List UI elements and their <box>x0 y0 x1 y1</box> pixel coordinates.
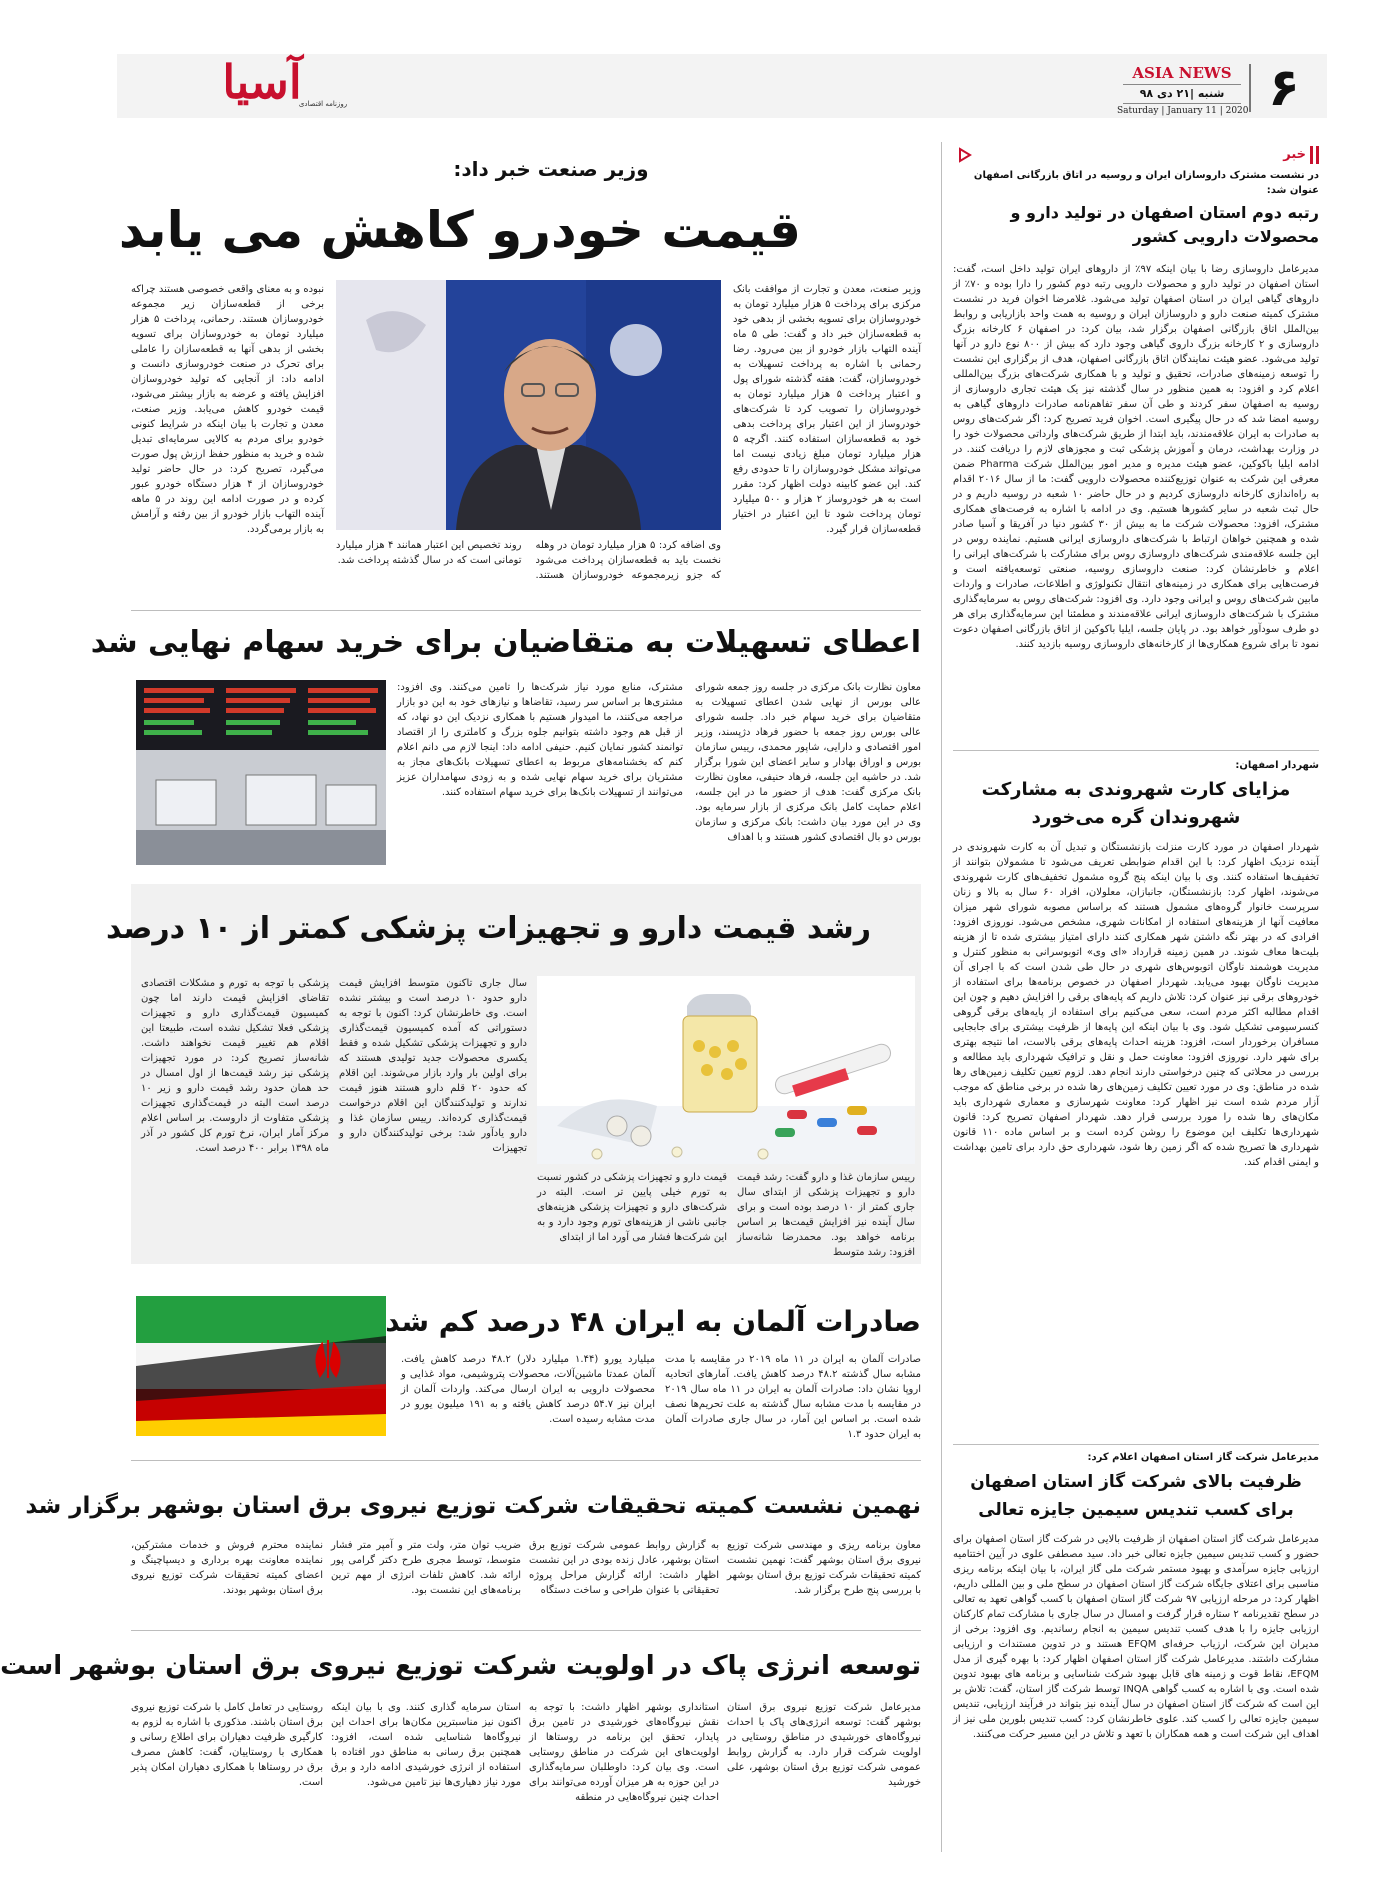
section-marker <box>1316 146 1319 164</box>
date-latin: Saturday | January 11 | 2020 <box>1117 106 1249 116</box>
stock-exchange-photo <box>136 680 386 865</box>
story-body: مدیرعامل داروسازی رضا با بیان اینکه ۹۷٪ از داروهای ایران تولید داخل است، گفت: استان اصفهان در تولید دارو و محصولات دارویی رتبه دوم کشور را دارا بوده و ۷۰٪ از داروهای گیاهی ایران در استان اصفهان تولید می‌شود. غلامرضا اخوان فرید در نشست مشترک کمیته صنعت دارو و داروسازان ایران و روسیه به همت واحد بازاریابی و روابط بین‌الملل اتاق بازرگانی اصفهان برگزار شد، بیان کرد: در اصفهان ۶ کارخانه بزرگ داروسازی و ۲ کارخانه بزرگ داروی گیاهی وجود دارد که بیش از ۸۰۰ نوع دارو در آنها تولید می‌شود. عضو هیئت نمایندگان اتاق بازرگانی اصفهان، هدف از برگزاری این نشست را توسعه زمینه‌های صادرات، تحقیق و تولید و با همکاری شرکت‌های بزرگ بین‌المللی اعلام کرد و افزود: به همین منظور در سال گذشته نیز یک هیئت تجاری داروسازی از روسیه به اصفهان سفر کردند و طی آن سفر تفاهم‌نامه صادرات داروهای گیاهی به روسیه امضا شد که در حال پیگیری است. اخوان فرید تصریح کرد: اگر شرکت‌های روس به صادرات به ایران علاقه‌مندند، باید ابتدا از طریق شرکت‌های وارداتی محصولات خود را در وزارت بهداشت، درمان و آموزش پزشکی ثبت و مجوزهای لازم را دریافت کنند. در ادامه ایلیا باکوکین، عضو هیئت مدیره و مدیر امور بین‌الملل شرکت Pharma ضمن معرفی این شرکت به عنوان توزیع‌کننده محصولات دارویی گفت: ما از سال ۲۰۱۶ اقدام به راه‌اندازی کارخانه داروسازی کردیم و در حال حاضر ۱۰ شعبه در روسیه داریم و در حال ثبت شعبه در سایر کشورها هستیم. وی در ادامه با اشاره به فرصت‌های همکاری مشترک، افزود: محصولات شرکت ما به بیش از ۳۰ کشور دنیا در آفریقا و آسیا صادر شده و همچنین خواهان ارتباط با شرکت‌های داروسازی ایرانی هستیم. نماینده روس در این جلسه علاقه‌مندی شرکت‌های داروسازی روس برای مشارکت با شرکت‌های ایرانی را اعلام و خاطرنشان کرد: صنعت داروسازی روسیه، صنعتی توسعه‌یافته است و فرصت‌هایی برای همکاری در زمینه‌های انتقال تکنولوژی و اطلاعات، صادرات و واردات مابین شرکت‌های روس و ایرانی وجود دارد. وی افزود: شرکت‌های روس به سرمایه‌گذاری مشترک با شرکت‌های داروسازی ایرانی علاقه‌مندند و مطمئنا این سرمایه‌گذاری برای هر دو طرف سودآور خواهد بود. در پایان جلسه، ایلیا باکوکین از اتاق بازرگانی اصفهان دعوت نمود تا برای شروع همکاری‌ها از کارخانه‌های داروسازی روسیه بازدید کنند. <box>953 264 1319 650</box>
story-title: ظرفیت بالای شرکت گاز استان اصفهان برای کسب تندیس سیمین جایزه تعالی <box>970 1472 1302 1520</box>
medicine-column: سال جاری تاکنون متوسط افزایش قیمت دارو حدود ۱۰ درصد است و بیشتر نشده است. وی خاطرنشان کرد: اکنون با توجه به دستوراتی که آمده کمیسیون قیمت‌گذاری دارو و تجهیزات پزشکی تشکیل شده و فقط یکسری محصولات جدید تولیدی هستند که برای اولین بار وارد بازار می‌شوند. این اقلام که حدود ۲۰ قلم دارو هستند هنوز قیمت ندارند و تولیدکنندگان این اقلام درخواست قیمت‌گذاری کرده‌اند. رییس سازمان غذا و دارو یادآور شد: برخی تولیدکنندگان دارو و تجهیزات <box>339 978 528 1154</box>
medicine-headline: رشد قیمت دارو و تجهیزات پزشکی کمتر از ۱۰ درصد <box>106 911 871 946</box>
logo-subtitle: روزنامه اقتصادی <box>298 100 348 108</box>
germany-headline: صادرات آلمان به ایران ۴۸ درصد کم شد <box>385 1305 921 1338</box>
stock-column: مشترک، منابع مورد نیاز شرکت‌ها را تامین می‌کنند. وی افزود: مشتری‌ها بر اساس سر رسید، تقاضاها و نیازهای خود به این دو بازار مراجعه می‌کنند، ما امیدوار هستیم با همکاری نزدیک این دو نهاد، که از قبل هم وجود داشته بتوانیم جلوه بزرگ و کاملتری را از اقتصاد توانمند کشور نمایان کنیم. حنیفی ادامه داد: اینجا لازم می دانم اعلام کنم که بخشنامه‌های مربوط به اعطای تسهیلات بانک‌های مجاز به مشتریان برای خرید سهام نهایی شده و به زودی سهامداران عزیز می‌توانند از تسهیلات بانک‌ها برای خرید سهام استفاده کنند. <box>397 682 683 798</box>
column-rule <box>941 142 942 1852</box>
medicine-column: رییس سازمان غذا و دارو گفت: رشد قیمت دارو و تجهیزات پزشکی از ابتدای سال جاری کمتر از ۱۰ درصد بوده است و برای سال آینده نیز افزایش قیمت‌ها بر اساس برنامه خواهد بود. محمدرضا شانه‌ساز افزود: رشد متوسط <box>737 1172 915 1258</box>
story-kicker: شهردار اصفهان: <box>1235 760 1319 771</box>
story-kicker: مدیرعامل شرکت گاز استان اصفهان اعلام کرد: <box>1087 1452 1319 1463</box>
medicine-column: قیمت دارو و تجهیزات پزشکی در کشور نسبت به تورم خیلی پایین تر است. البته در شرکت‌های دارو و تجهیزات پزشکی هزینه‌های جانبی ناشی از هزینه‌های تورم وجود دارد و به این شرکت‌ها فشار می آورد اما از ابتدای <box>537 1172 727 1243</box>
lead-column: وی اضافه کرد: ۵ هزار میلیارد تومان در وهله نخست باید به قطعه‌سازان پرداخت می‌شود که جزو زیرمجموعه خودروسازان هستند. روند تخصیص این اعتبار همانند ۴ هزار میلیارد تومانی است که در سال گذشته پرداخت شد. <box>336 540 721 581</box>
brand-latin: ASIA NEWS <box>1132 64 1232 82</box>
story-title: رتبه دوم استان اصفهان در تولید دارو و محصولات دارویی کشور <box>1010 203 1319 246</box>
story-body: مدیرعامل شرکت گاز استان اصفهان از ظرفیت بالایی در شرکت گاز استان اصفهان برای حضور و کسب تندیس سیمین جایزه تعالی خبر داد. سید مصطفی علوی در آیین اختتامیه ارزیابی جایزه سرآمدی و بهبود مستمر شرکت ملی گاز ایران، با بیان اینکه برنامه ریزی مناسبی برای اعتلای جایگاه شرکت گاز استان اصفهان در سطح ملی و بین المللی داریم، اظهار کرد: در مرحله ارزیابی ۹۷ شرکت گاز استان اصفهان با کسب گواهی تعهد به تعالی در سطح تقدیرنامه ۲ ستاره قرار گرفت و امسال در سال جاری با مشارکت تمام کارکنان ارزیابی جایزه را با هدف کسب تندیس سیمین به انجام رساندیم. وی افزود: برخی از مدیران این شرکت، ارزیاب حرفه‌ای EFQM هستند و در تدوین مستندات و ارزیابی مشارکت داشتند. مدیرعامل شرکت گاز استان اصفهان اظهار کرد: با بهره گیری از مدل EFQM، نقاط قوت و زمینه های قابل بهبود شرکت شناسایی و برنامه های بهبود تدوین شده است. وی با اشاره به کسب گواهی INQA توسط شرکت گاز استان، گفت: تلاش بر این است که شرکت گاز استان اصفهان در سال آینده نیز بتواند در فرآیند ارزیابی، تندیس سیمین جایزه تعالی را کسب کند. علوی خاطرنشان کرد: کسب تندیس بلورین ملی نیز از اهداف این شرکت است و همه همکاران با تعهد و تلاش در این مسیر حرکت می‌کنند. <box>953 1534 1320 1740</box>
lead-kicker: وزیر صنعت خبر داد: <box>453 157 649 181</box>
lead-headline: قیمت خودرو کاهش می یابد <box>118 201 801 259</box>
bushehr-column: ضریب توان متر، ولت متر و آمپر متر فشار متوسط، توسط مجری طرح دکتر گرامی پور ارائه شد. کاهش تلفات انرژی از مهم ترین برنامه‌های این نشست بود. <box>331 1540 521 1596</box>
bushehr-headline: نهمین نشست کمیته تحقیقات شرکت توزیع نیروی برق استان بوشهر برگزار شد <box>25 1493 921 1519</box>
story-title: مزایای کارت شهروندی به مشارکت شهروندان گره می‌خورد <box>981 779 1291 828</box>
flags-image <box>136 1296 386 1436</box>
bushehr-column: استان سرمایه گذاری کنند. وی با بیان اینکه اکنون نیز مناسبترین مکان‌ها برای احداث این نیروگاه‌ها شناسایی شده است، افزود: همچنین برق رسانی به مناطق دور افتاده با استفاده از انرژی خورشیدی ادامه دارد و برق مورد نیاز دهیاری‌ها نیز تامین می‌شود. <box>331 1702 521 1788</box>
story-kicker: در نشست مشترک داروسازان ایران و روسیه در اتاق بازرگانی اصفهان عنوان شد: <box>973 170 1319 196</box>
play-icon <box>957 147 973 163</box>
masthead-divider <box>1249 64 1251 112</box>
story-divider <box>953 750 1319 751</box>
lead-column: وزیر صنعت، معدن و تجارت از موافقت بانک مرکزی برای پرداخت ۵ هزار میلیارد تومان به خودروسازان برای تسویه بخشی از بدهی خود به قطعه‌سازان خبر داد و گفت: طی ۵ ماه آینده التهاب بازار خودرو از بین می‌رود. رضا رحمانی با اشاره به پرداخت تسهیلات به خودروسازان، گفت: هفته گذشته شورای پول و اعتبار پرداخت ۵ هزار میلیارد تومان به خودروسازان را تصویب کرد تا شرکت‌های خودروساز از این اعتبار برای پرداخت بدهی خود به قطعه‌سازان استفاده کنند. اگرچه ۵ هزار میلیارد تومان مبلغ زیادی نیست اما می‌تواند مشکل خودروسازان را تا حدودی رفع کند. این عضو کابینه دولت اظهار کرد: مقرر است به هر خودروساز ۲ هزار و ۵۰۰ میلیارد تومان پرداخت شود تا این اعتبار در اختیار قطعه‌سازان قرار گیرد. <box>733 284 921 535</box>
section-divider <box>131 1460 921 1461</box>
bushehr-column: معاون برنامه ریزی و مهندسی شرکت توزیع نیروی برق استان بوشهر گفت: نهمین نشست کمیته تحقیقات شرکت توزیع برق استان بوشهر با بررسی پنج طرح برگزار شد. <box>727 1540 921 1596</box>
section-marker <box>1310 146 1313 164</box>
date-persian: شنبه |۲۱ دی ۹۸ <box>1139 87 1225 100</box>
section-divider <box>131 1630 921 1631</box>
stock-column: معاون نظارت بانک مرکزی در جلسه روز جمعه شورای عالی بورس از نهایی شدن اعطای تسهیلات به متقاضیان برای خرید سهام خبر داد. جلسه شورای عالی بورس روز جمعه با حضور فرهاد دژپسند، وزیر امور اقتصادی و دارایی، شاپور محمدی، رییس سازمان بورس و اوراق بهادار و سایر اعضای این شورا برگزار شد. در حاشیه این جلسه، فرهاد حنیفی، معاون نظارت بانک مرکزی گفت: هدف از حضور ما در این جلسه، اعلام حمایت کامل بانک مرکزی از بازار سرمایه بود. وی در این مورد بیان داشت: بانک مرکزی و سازمان بورس دو بال اقتصادی کشور هستند و با اهداف <box>695 682 921 843</box>
bushehr-column: نماینده محترم فروش و خدمات مشترکین، نماینده معاونت بهره برداری و دیسپاچینگ و اعضای کمیته تحقیقات شرکت توزیع نیروی برق استان بوشهر بودند. <box>131 1540 323 1596</box>
pills-photo <box>537 976 915 1164</box>
bushehr-column: استانداری بوشهر اظهار داشت: با توجه به نقش نیروگاه‌های خورشیدی در تامین برق پایدار، تحقق این برنامه در روستاها از اولویت‌های این شرکت در مناطق روستایی است. وی بیان کرد: داوطلبان سرمایه‌گذاری در این حوزه به هر میزان آورده می‌توانند برای احداث چنین نیروگاه‌هایی در منطقه <box>529 1702 719 1803</box>
minister-photo <box>336 280 721 530</box>
medicine-column: پزشکی با توجه به تورم و مشکلات اقتصادی تقاضای افزایش قیمت دارند اما چون کمیسیون قیمت‌گذاری دارو و تجهیزات پزشکی فعلا تشکیل نشده است، طبیعتا این اقلام هم تغییر قیمت نخواهند داشت. شانه‌ساز تصریح کرد: در مورد تجهیزات پزشکی نیز رشد قیمت‌ها از اول امسال در حد همان حدود رشد قیمت دارو و زیر ۱۰ درصد است البته در قیمت‌گذاری تجهیزات پزشکی متفاوت از داروست. بر اساس اعلام مرکز آمار ایران، نرخ تورم کل کشور در آذر ماه ۱۳۹۸ برابر ۴۰۰ درصد است. <box>141 978 329 1154</box>
bushehr-column: مدیرعامل شرکت توزیع نیروی برق استان بوشهر گفت: توسعه انرژی‌های پاک با احداث نیروگاه‌های خورشیدی در مناطق روستایی در اولویت شرکت قرار دارد. به گزارش روابط عمومی شرکت توزیع برق استان بوشهر، علی خورشید <box>727 1702 921 1788</box>
section-divider <box>131 610 921 611</box>
bushehr-column: به گزارش روابط عمومی شرکت توزیع برق استان بوشهر، عادل زنده بودی در این نشست اظهار داشت: ارائه گزارش مراحل پروژه تحقیقاتی با عنوان طراحی و ساخت دستگاه <box>529 1540 719 1596</box>
story-divider <box>953 1444 1319 1445</box>
bushehr-headline: توسعه انرژی پاک در اولویت شرکت توزیع نیروی برق استان بوشهر است <box>0 1651 921 1681</box>
section-label: خبر <box>1283 147 1306 162</box>
germany-column: صادرات آلمان به ایران در ۱۱ ماه ۲۰۱۹ در مقایسه با مدت مشابه سال گذشته ۴۸.۲ درصد کاهش یافت. آمارهای اتحادیه اروپا نشان داد: صادرات آلمان به ایران در ۱۱ ماه سال ۲۰۱۹ در مقایسه با مدت مشابه سال گذشته به علت تحریم‌ها نصف شده است. بر اساس این آمار، در سال جاری صادرات آلمان به ایران حدود ۱.۳ <box>665 1354 922 1440</box>
lead-column: نبوده و به معنای واقعی خصوصی هستند چراکه برخی از قطعه‌سازان زیر مجموعه خودروسازان هستند. رحمانی، پرداخت ۵ هزار میلیارد تومان به خودروسازان برای تسویه بخشی از بدهی آنها به قطعه‌سازان را عاملی برای تحرک در صنعت خودروسازی دانست و ادامه داد: از آنجایی که تولید خودروسازان افزایش یافته و عرضه به بازار بیشتر می‌شود، قیمت خودرو کاهش می‌یابد. وزیر صنعت، معدن و تجارت با بیان اینکه در شرایط کنونی خودرو برای مردم به کالایی سرمایه‌ای تبدیل شده و خرید به منظور حفظ ارزش پول صورت می‌گیرد، تصریح کرد: در حال حاضر تولید خودروسازان از ۴ هزار دستگاه خودرو عبور کرده و در صورت ادامه این روند در ۵ ماهه آینده التهاب بازار خودرو از بین رفته و آرامش به بازار برمی‌گردد. <box>131 284 324 535</box>
logo: آسیا <box>222 55 302 109</box>
page-number: ۶ <box>1268 58 1300 118</box>
bushehr-column: روستایی در تعامل کامل با شرکت توزیع نیروی برق استان باشند. مذکوری با اشاره به لزوم به کارگیری ظرفیت دهیاران برای اطلاع رسانی و همکاری با روستاییان، گفت: کاهش مصرف برق در روستاها با همکاری دهیاران امکان پذیر است. <box>131 1702 323 1788</box>
stock-headline: اعطای تسهیلات به متقاضیان برای خرید سهام نهایی شد <box>90 625 921 660</box>
germany-column: میلیارد یورو (۱.۴۴ میلیارد دلار) ۴۸.۲ درصد کاهش یافت. آلمان عمدتا ماشین‌آلات، محصولات پتروشیمی، مواد غذایی و محصولات دارویی به ایران ارسال می‌کند. واردات آلمان از ایران نیز ۵۴.۷ درصد کاهش یافته و به ۱۹۱ میلیون یورو در مدت مشابه رسیده است. <box>401 1354 655 1425</box>
brand-rule <box>1123 84 1241 85</box>
story-body: شهردار اصفهان در مورد کارت منزلت بازنشستگان و تبدیل آن به کارت شهروندی در آینده نزدیک اظهار کرد: با این اقدام ضوابطی تعریف می‌شود تا مشمولان بتوانند از تخفیف‌ها استفاده کنند. وی با بیان اینکه پنج گروه مشمول تخفیف‌های کارت شهروندی می‌شوند، اظهار کرد: بازنشستگان، جانبازان، معلولان، افراد ۶۰ سال به بالا و زنان سرپرست خانوار گروه‌های مشمول هستند که براساس مصوبه شورای شهر میزان معافیت آنها از هزینه‌های استفاده از امکانات شهری، مشخص می‌شود. نوروزی افزود: افرادی که در بهتر نگه داشتن شهر همکاری کنند دارای امتیاز بیشتری شده تا از هزینه بلیت‌ها معاف شوند. در همین زمینه قرارداد «ای وی» اتوبوسرانی به منظور کنترل و مدیریت هوشمند ناوگان اتوبوس‌های شهری در حال طی شدن است که با اجرای آن مدیریت ناوگان بهبود می‌یابد. شهردار اصفهان در خصوص برنامه‌ها برای استفاده از خودروهای برقی نیز عنوان کرد: تلاش داریم که پایه‌های برقی را افزایش دهیم و چون این اقدام مطالبه اکثر مردم است، سعی می‌کنیم برای استفاده از پایه‌های برقی گروهی کنسرسیومی تشکیل شود. وی با بیان اینکه این پایه‌ها از ظرفیت بیشتری برای جابجایی مسافران برخوردار است، افزود: هزینه احداث پایه‌های برقی بالاست، اما نتیجه بهتری برای شهر دارد. نوروزی افزود: معاونت حمل و نقل و ترافیک شهرداری باید مطالعه و بررسی در محلاتی که چنین درخواستی دارند انجام دهد. لزوم تعیین تکلیف زمین‌های رها شده در مناطق: وی در مورد تعیین تکلیف زمین‌های رها شده در برخی مناطق که موجب آزار مردم شده است نیز اظهار کرد: معاونت شهرسازی و معماری شهرداری باید مکان‌های رها شده را مورد بررسی قرار دهد. شهردار اصفهان تصریح کرد: قانون شهرداری‌ها تکلیف این موضوع را روشن کرده است و بر اساس ماده ۱۱۰ قانون شهرداری ها تصریح شده که اگر زمین رها شود، شهرداری حق دارد برای تامین بهداشت و ایمنی اقدام کند. <box>953 842 1319 1168</box>
